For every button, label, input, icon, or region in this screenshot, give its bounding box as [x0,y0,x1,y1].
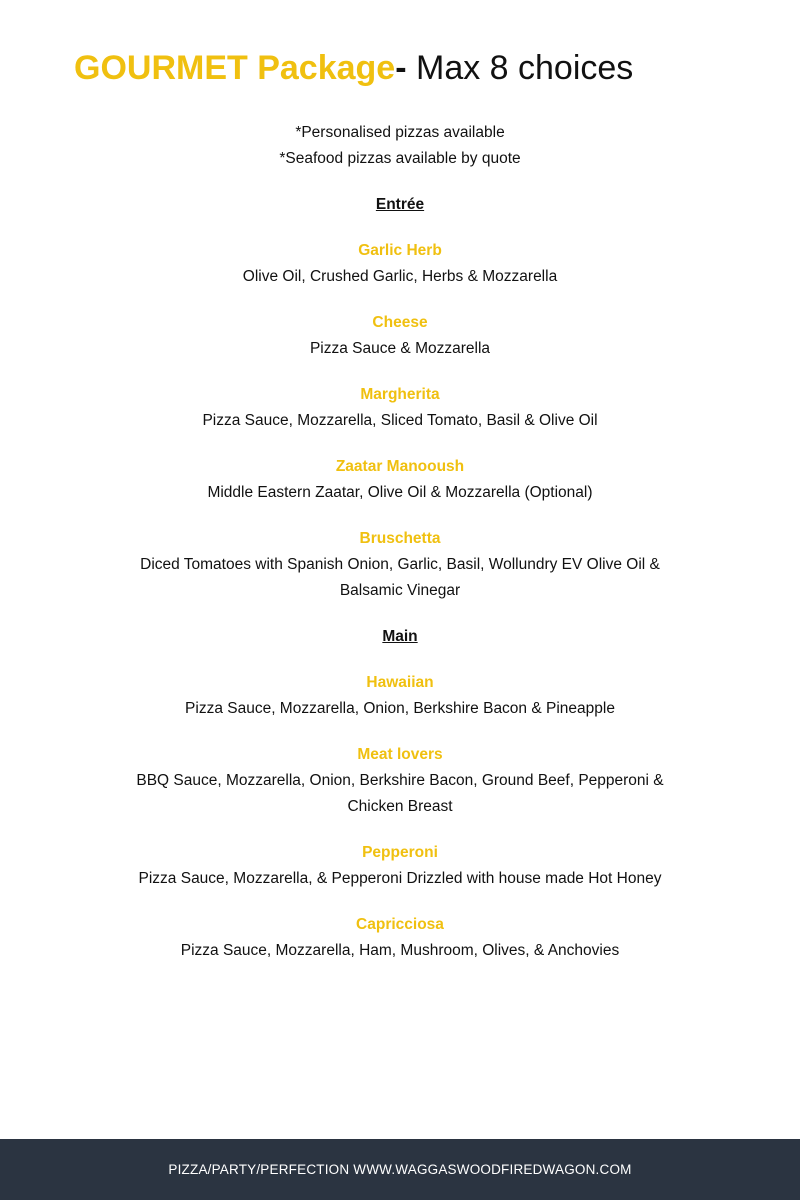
item-name: Capricciosa [356,916,444,933]
item-description: Pizza Sauce, Mozzarella, & Pepperoni Drizzled with house made Hot Honey [138,870,662,887]
item-name: Bruschetta [359,530,441,547]
item-name: Hawaiian [366,674,434,691]
section-main [0,624,800,964]
menu-item [0,382,800,434]
menu-item [0,912,800,964]
item-description: Pizza Sauce & Mozzarella [309,340,491,357]
item-name: Margherita [360,386,440,403]
title-dash: - [395,49,407,87]
note-seafood: *Seafood pizzas available by quote [279,150,521,167]
item-description: BBQ Sauce, Mozzarella, Onion, Berkshire Bacon, Ground Beef, Pepperoni & Chicken Breast [136,772,664,815]
note-personalised: *Personalised pizzas available [295,124,505,141]
item-description: Pizza Sauce, Mozzarella, Sliced Tomato, Basil & Olive Oil [202,412,598,429]
item-description: Diced Tomatoes with Spanish Onion, Garlic, Basil, Wollundry EV Olive Oil & Balsamic Vinegar [140,556,660,599]
item-description: Olive Oil, Crushed Garlic, Herbs & Mozzarella [242,268,558,285]
item-name: Zaatar Manooush [335,458,465,475]
item-name: Meat lovers [357,746,443,763]
package-name: GOURMET Package [74,49,396,87]
menu-item [0,742,800,820]
footer-tagline-url: PIZZA/PARTY/PERFECTION WWW.WAGGASWOODFIREDWAGON.COM [168,1162,632,1177]
section-heading: Entrée [375,196,425,213]
item-description: Middle Eastern Zaatar, Olive Oil & Mozzarella (Optional) [207,484,593,501]
item-description: Pizza Sauce, Mozzarella, Ham, Mushroom, Olives, & Anchovies [180,942,620,959]
menu-item [0,454,800,506]
section-heading: Main [382,628,418,645]
item-name: Garlic Herb [358,242,442,259]
section-entree [0,192,800,604]
menu-item [0,526,800,604]
menu-item [0,310,800,362]
menu-item [0,238,800,290]
choice-limit: Max 8 choices [406,49,634,87]
footer [0,1139,800,1200]
notes [0,120,800,172]
item-description: Pizza Sauce, Mozzarella, Onion, Berkshire Bacon & Pineapple [185,700,615,717]
menu [0,192,800,984]
menu-item [0,840,800,892]
menu-item [0,670,800,722]
page-title [74,46,633,90]
item-name: Pepperoni [362,844,438,861]
item-name: Cheese [372,314,428,331]
